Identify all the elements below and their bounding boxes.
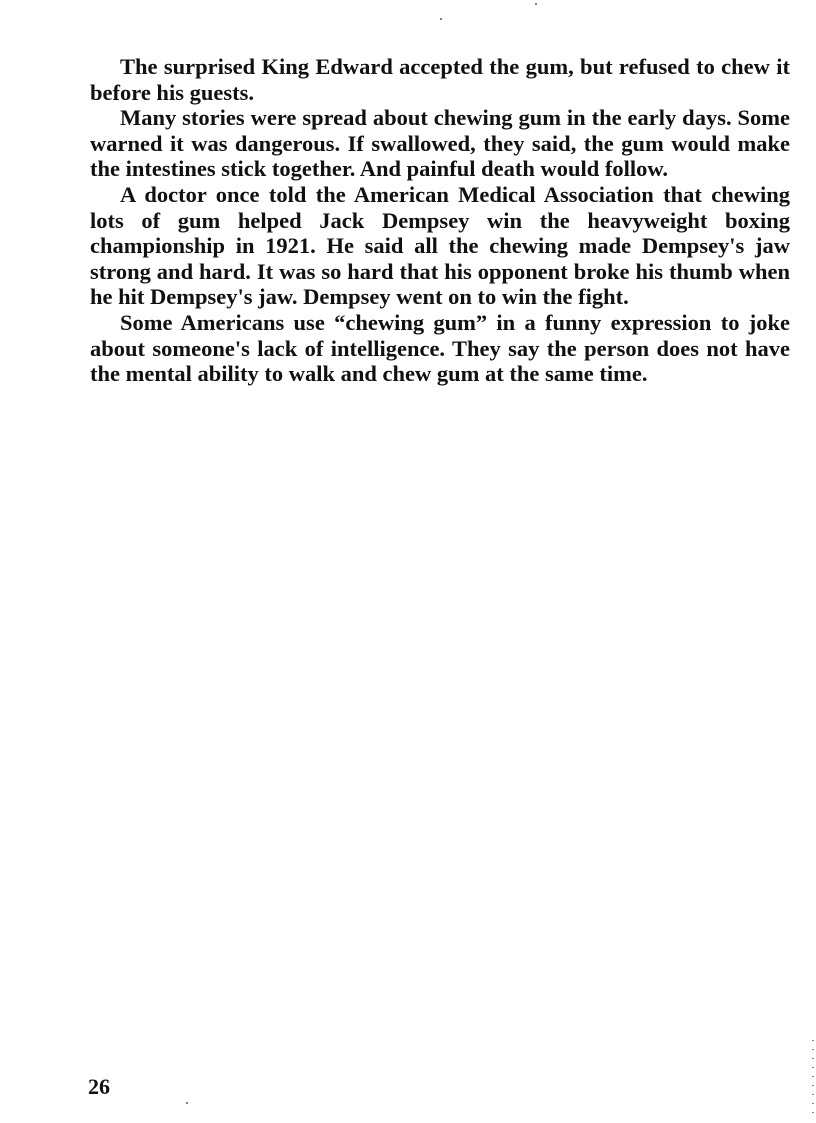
- scan-speck: [535, 3, 537, 5]
- page-number: 26: [88, 1074, 110, 1099]
- scan-speck: [440, 18, 442, 20]
- paragraph: Some Americans use “chewing gum” in a funny expression to joke about someone's lack of intelligence. They say the person does not have the mental ability to walk and chew gum at the same time.: [90, 309, 790, 387]
- scan-edge-marks: [812, 1040, 814, 1120]
- paragraph: Many stories were spread about chewing gum in the early days. Some warned it was dangerous. If swallowed, they said, the gum would make the intestines stick together. And painful death would follow.: [90, 105, 790, 182]
- paragraph: A doctor once told the American Medical Association that chewing lots of gum helped Jack Dempsey win the heavyweight boxing championship in 1921. He said all the chewing made Dempsey's jaw strong and hard. It was so hard that his opponent broke his thumb when he hit Dempsey's jaw. Dempsey went on to win the fight.: [90, 181, 790, 310]
- body-text: [90, 54, 790, 387]
- paragraph: The surprised King Edward accepted the gum, but refused to chew it before his guests.: [90, 54, 790, 105]
- scan-speck: [186, 1102, 188, 1104]
